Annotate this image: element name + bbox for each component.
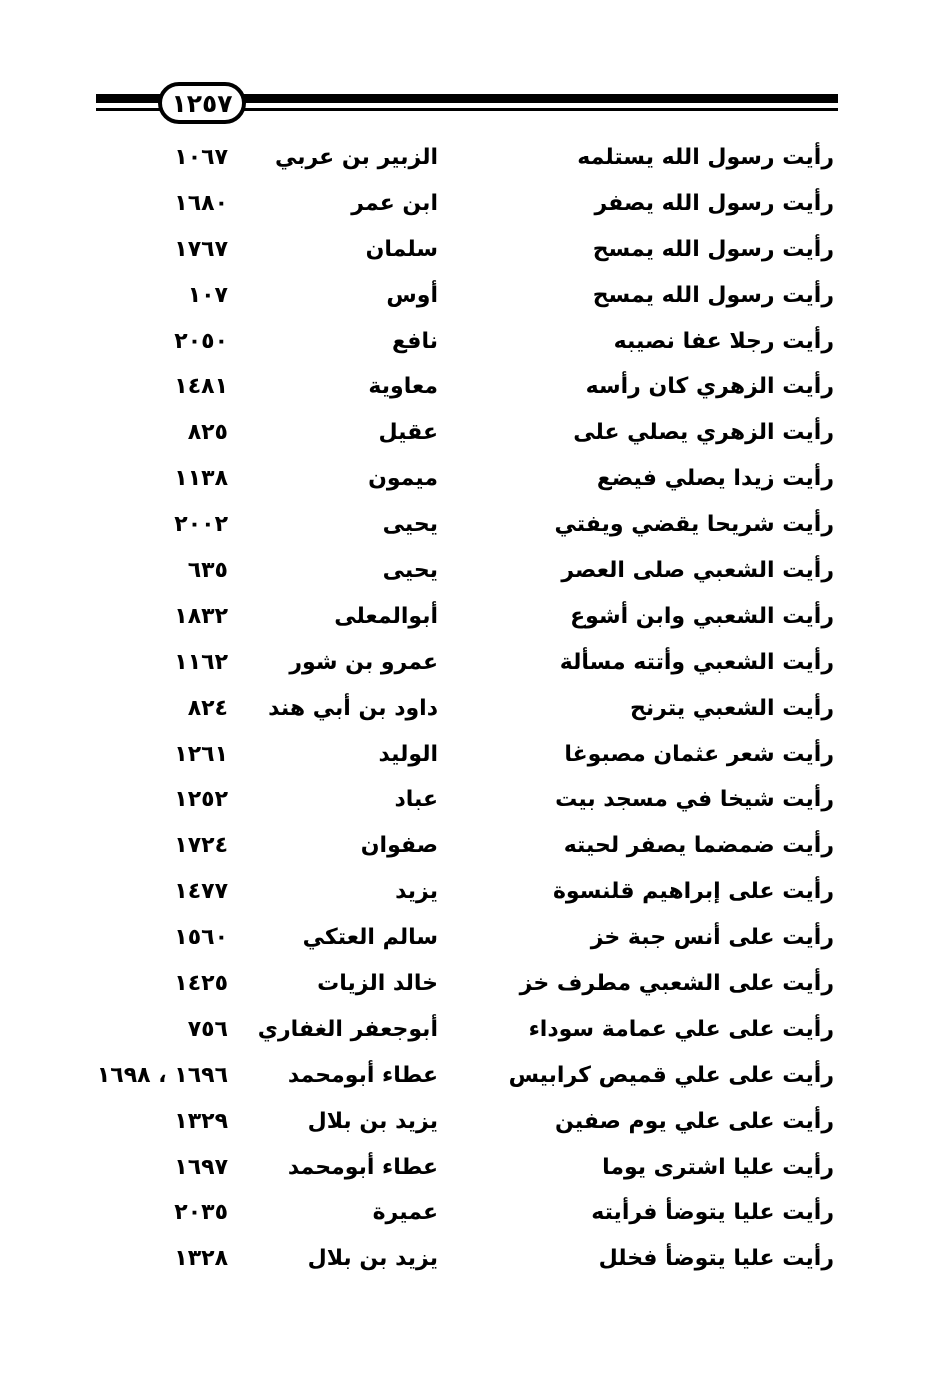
entry-narrator: يزيد	[395, 879, 438, 905]
index-row	[0, 181, 938, 227]
entry-number: ٨٢٤	[187, 695, 228, 721]
entry-title: رأيت ضمضما يصفر لحيته	[563, 833, 834, 859]
entry-number: ٢٠٥٠	[174, 328, 228, 354]
index-row	[0, 456, 938, 502]
entry-title: رأيت على الشعبي مطرف خز	[519, 971, 834, 997]
entry-title: رأيت شيخا في مسجد بيت	[555, 787, 834, 813]
entry-title: رأيت على علي عمامة سوداء	[528, 1016, 834, 1042]
entry-narrator: داود بن أبي هند	[268, 695, 438, 721]
index-row	[0, 1007, 938, 1053]
index-row	[0, 915, 938, 961]
page-number: ١٢٥٧	[158, 82, 246, 124]
entry-narrator: ابن عمر	[351, 190, 438, 216]
index-row	[0, 1145, 938, 1191]
entry-narrator: خالد الزيات	[317, 971, 438, 997]
entry-title: رأيت على علي قميص كرابيس	[508, 1062, 834, 1088]
entry-number: ٨٢٥	[187, 420, 228, 446]
entry-number: ١٠٧	[187, 282, 228, 308]
entry-number: ١١٣٨	[174, 466, 228, 492]
entry-title: رأيت الزهري كان رأسه	[585, 374, 834, 400]
index-row	[0, 135, 938, 181]
entry-narrator: أبوالمعلى	[334, 603, 438, 629]
entry-title: رأيت عليا يتوضأ فخلل	[598, 1246, 834, 1272]
index-row	[0, 732, 938, 778]
entry-title: رأيت شعر عثمان مصبوغا	[564, 741, 834, 767]
entry-number: ٧٥٦	[187, 1016, 228, 1042]
index-row	[0, 1236, 938, 1282]
entry-number: ١٣٢٨	[174, 1246, 228, 1272]
entry-title: رأيت الشعبي صلى العصر	[561, 558, 834, 584]
page-header	[96, 82, 838, 128]
index-row	[0, 364, 938, 410]
index-row	[0, 548, 938, 594]
entry-number: ١٦٩٦ ، ١٦٩٨	[96, 1062, 228, 1088]
entry-title: رأيت على أنس جبة خز	[590, 925, 834, 951]
index-row	[0, 823, 938, 869]
entry-narrator: معاوية	[368, 374, 438, 400]
entry-title: رأيت شريحا يقضي ويفتي	[554, 512, 834, 538]
entry-number: ١٨٣٢	[174, 603, 228, 629]
entry-title: رأيت الشعبي وابن أشوع	[570, 603, 834, 629]
entry-narrator: ميمون	[368, 466, 438, 492]
index-row	[0, 777, 938, 823]
entry-number: ١١٦٢	[174, 649, 228, 675]
entry-number: ١٢٥٢	[174, 787, 228, 813]
index-row	[0, 1053, 938, 1099]
entry-narrator: عطاء أبومحمد	[287, 1062, 438, 1088]
index-row	[0, 410, 938, 456]
entry-narrator: عطاء أبومحمد	[287, 1154, 438, 1180]
entry-number: ٦٣٥	[187, 558, 228, 584]
index-row	[0, 869, 938, 915]
entry-narrator: عمرو بن شور	[289, 649, 438, 675]
entry-number: ١٢٦١	[174, 741, 228, 767]
entry-narrator: يحيى	[382, 512, 438, 538]
entry-narrator: عباد	[394, 787, 438, 813]
index-row	[0, 273, 938, 319]
entry-narrator: أبوجعفر الغفاري	[257, 1016, 438, 1042]
index-row	[0, 1190, 938, 1236]
entry-narrator: أوس	[386, 282, 438, 308]
entry-number: ١٧٦٧	[174, 236, 228, 262]
entry-title: رأيت عليا يتوضأ فرأيته	[591, 1200, 834, 1226]
entry-number: ١٠٦٧	[174, 145, 228, 170]
index-row	[0, 227, 938, 273]
index-table	[0, 135, 938, 1282]
entry-number: ٢٠٠٢	[174, 512, 228, 538]
entry-narrator: صفوان	[360, 833, 438, 859]
entry-number: ١٤٧٧	[174, 879, 228, 905]
entry-title: رأيت رسول الله يمسح	[592, 282, 834, 308]
entry-title: رأيت الشعبي يترنح	[630, 695, 834, 721]
entry-title: رأيت على علي يوم صفين	[555, 1108, 834, 1134]
entry-title: رأيت على إبراهيم قلنسوة	[552, 879, 834, 905]
index-row	[0, 594, 938, 640]
entry-title: رأيت الشعبي وأتته مسألة	[559, 649, 834, 675]
entry-number: ١٦٨٠	[174, 190, 228, 216]
entry-number: ١٦٩٧	[174, 1154, 228, 1180]
entry-number: ١٧٢٤	[174, 833, 228, 859]
entry-narrator: سلمان	[365, 236, 438, 262]
index-row	[0, 319, 938, 365]
index-row	[0, 1099, 938, 1145]
entry-narrator: عميرة	[372, 1200, 438, 1226]
entry-number: ١٤٨١	[174, 374, 228, 400]
entry-number: ١٣٢٩	[174, 1108, 228, 1134]
entry-narrator: يحيى	[382, 558, 438, 584]
entry-title: رأيت رسول الله يستلمه	[577, 145, 834, 170]
entry-number: ١٤٢٥	[174, 971, 228, 997]
index-row	[0, 961, 938, 1007]
entry-narrator: نافع	[392, 328, 438, 354]
entry-title: رأيت زيدا يصلي فيضع	[596, 466, 834, 492]
entry-narrator: سالم العتكي	[302, 925, 438, 951]
entry-title: رأيت عليا اشترى يوما	[602, 1154, 834, 1180]
entry-title: رأيت رجلا عفا نصيبه	[613, 328, 834, 354]
entry-narrator: يزيد بن بلال	[307, 1246, 438, 1272]
index-row	[0, 640, 938, 686]
index-row	[0, 502, 938, 548]
entry-title: رأيت الزهري يصلي على	[573, 420, 834, 446]
entry-title: رأيت رسول الله يصفر	[594, 190, 834, 216]
entry-number: ٢٠٣٥	[174, 1200, 228, 1226]
entry-number: ١٥٦٠	[174, 925, 228, 951]
index-row	[0, 686, 938, 732]
entry-narrator: الزبير بن عربي	[274, 145, 438, 170]
entry-narrator: يزيد بن بلال	[307, 1108, 438, 1134]
entry-narrator: عقيل	[378, 420, 438, 446]
entry-narrator: الوليد	[378, 741, 438, 767]
entry-title: رأيت رسول الله يمسح	[592, 236, 834, 262]
